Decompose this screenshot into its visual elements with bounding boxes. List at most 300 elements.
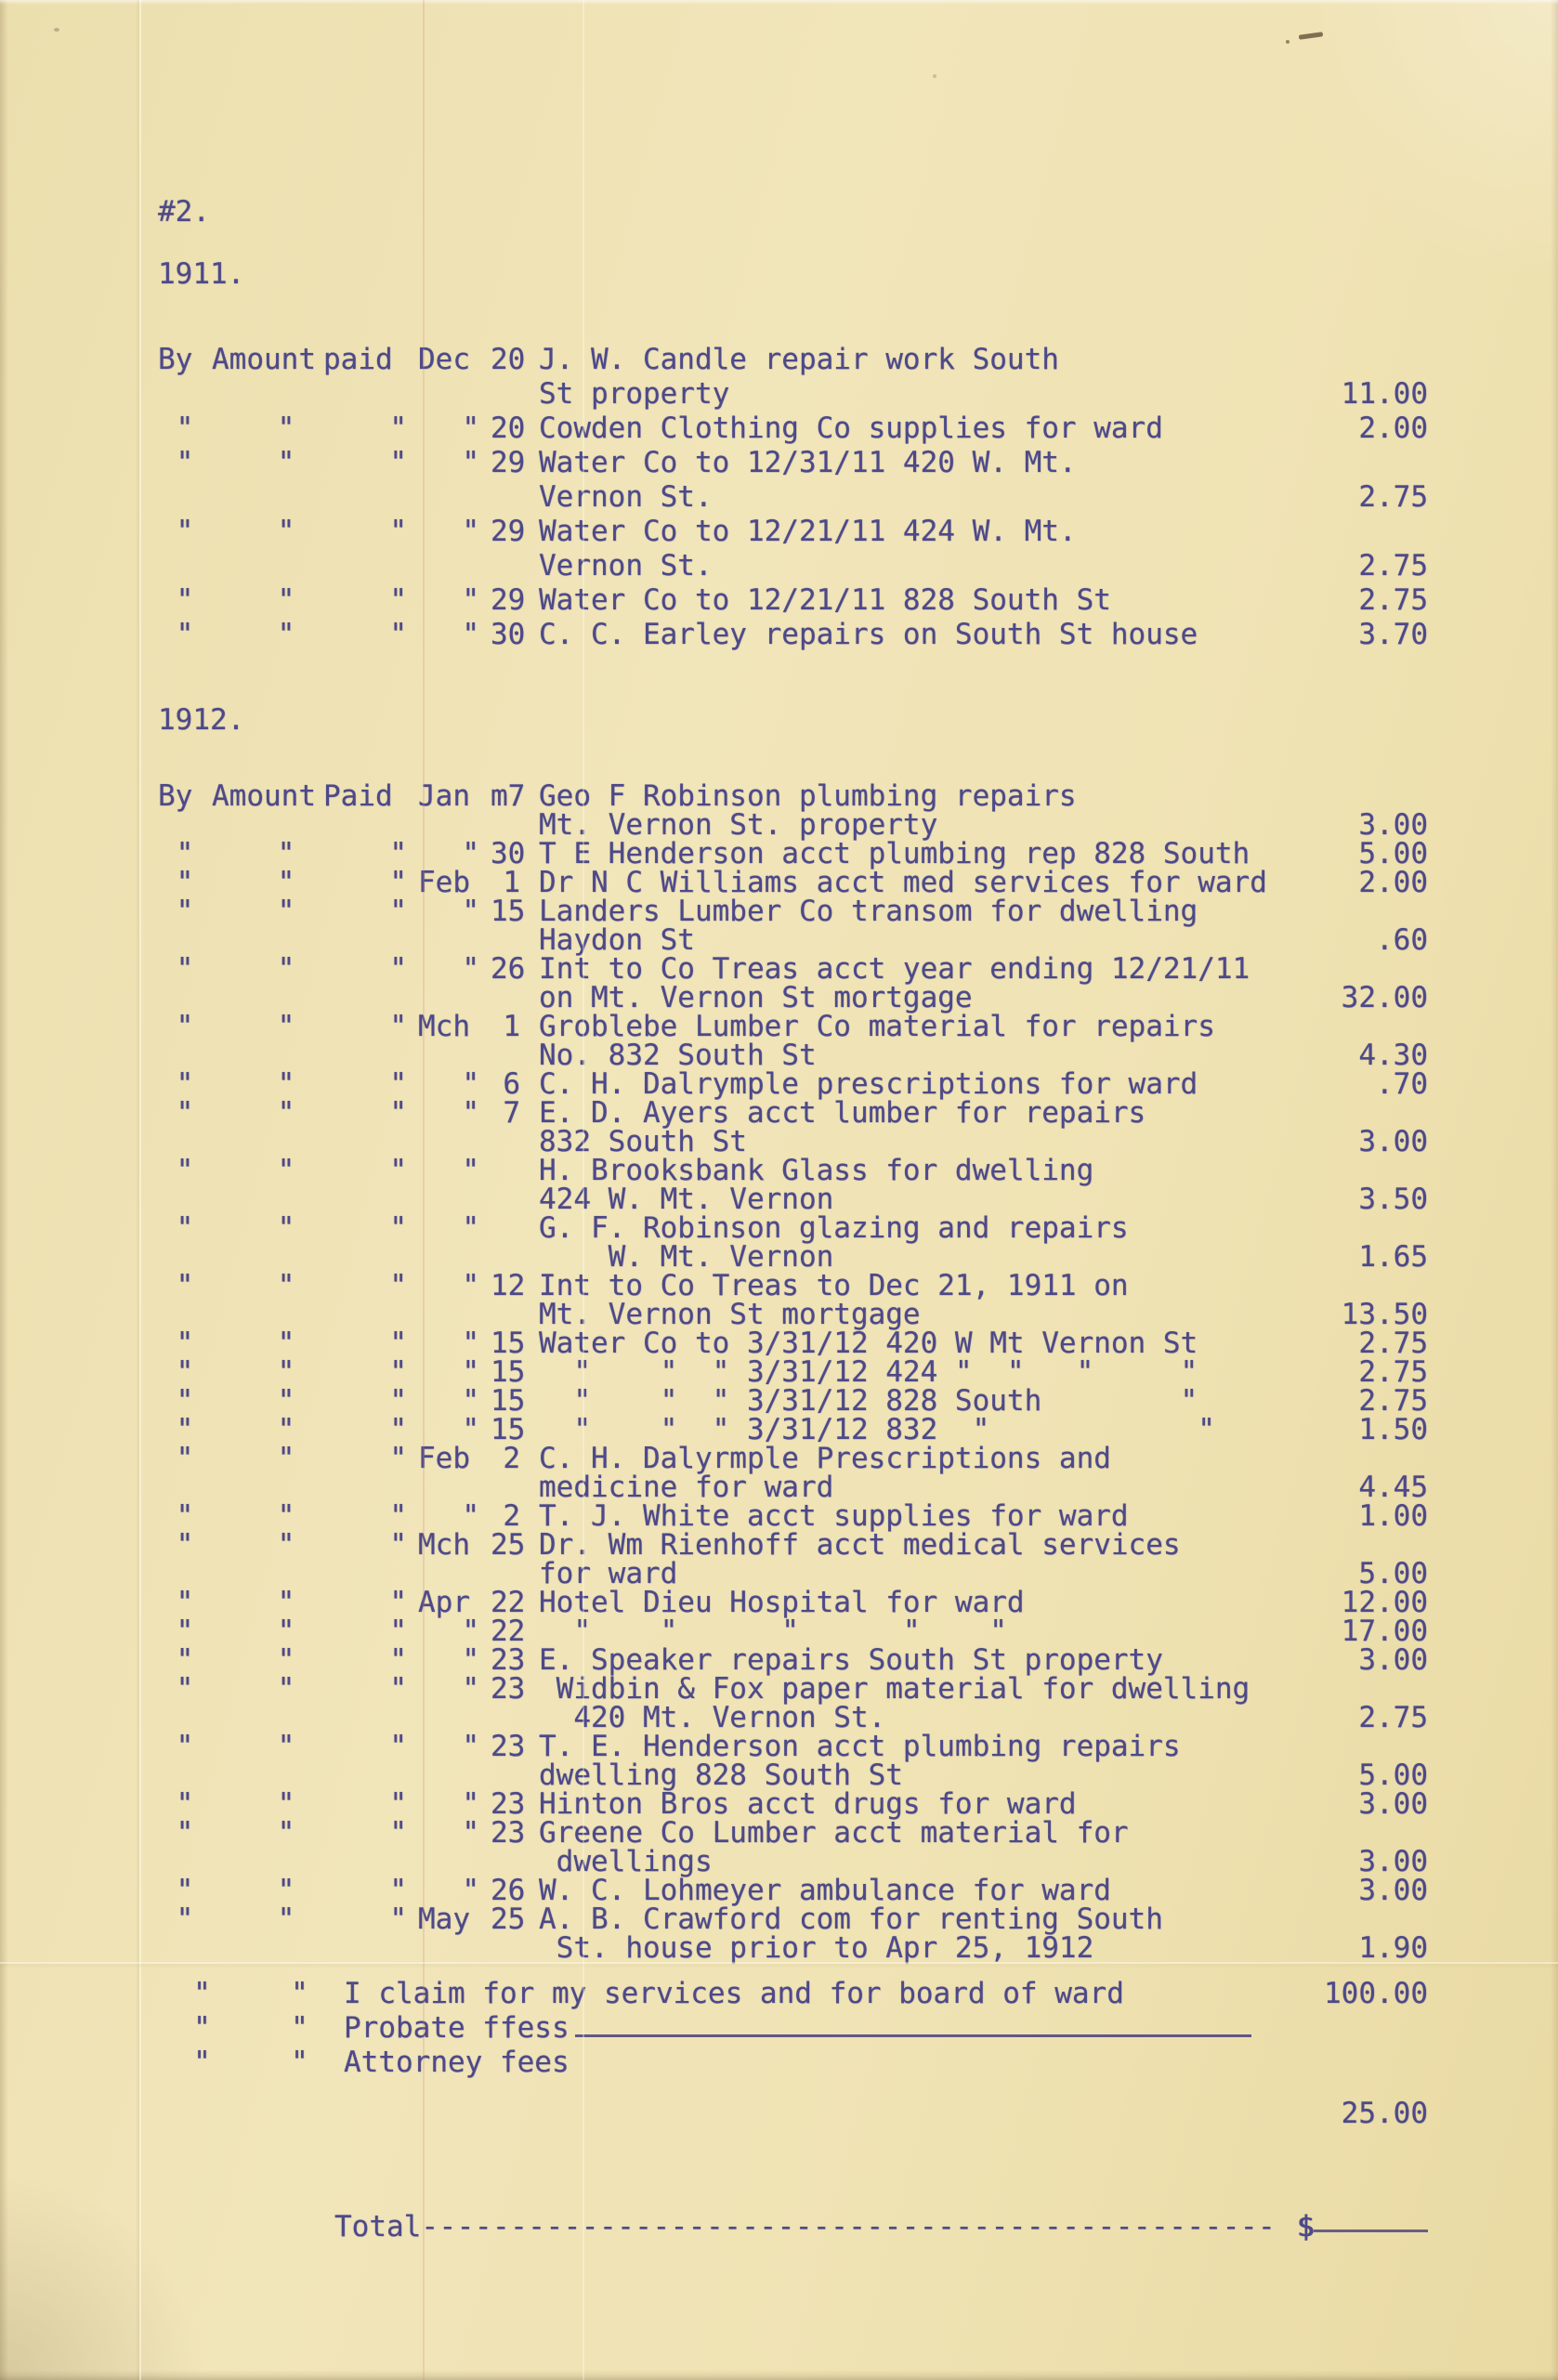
- ditto-mark: ": [277, 446, 295, 479]
- entry-amount: [1307, 1157, 1428, 1185]
- ledger-line: [158, 1329, 1428, 1358]
- entry-description: " " " 3/31/12 424 " " " ": [539, 1355, 1198, 1389]
- ledger-col-0: [158, 926, 212, 955]
- ledger-col-1: [212, 1041, 323, 1070]
- entry-amount: [1307, 1675, 1428, 1704]
- ditto-mark: ": [389, 1413, 407, 1446]
- ditto-mark: ": [176, 1643, 194, 1677]
- entry-amount: 5.00: [1358, 1557, 1428, 1590]
- ditto-mark: ": [462, 618, 479, 651]
- ledger-col-2: [323, 1473, 418, 1502]
- ditto-mark: ": [176, 1442, 194, 1475]
- ledger-col-4: [491, 1157, 526, 1185]
- ditto-mark: ": [389, 1672, 407, 1706]
- ledger-col-0: [158, 549, 212, 583]
- entry-description: 832 South St: [539, 1125, 747, 1158]
- entry-amount: 32.00: [1341, 981, 1428, 1014]
- total-dashes: ------------------------------------------------: [421, 2210, 1277, 2243]
- ledger-col-0: By: [158, 343, 193, 376]
- ledger-col-3: [418, 1560, 491, 1589]
- ledger-col-2: [323, 1934, 418, 1963]
- ledger-col-1: [212, 377, 323, 412]
- total-row: [158, 2210, 1428, 2244]
- ledger-line: [158, 2097, 1428, 2131]
- ledger-col-1: [212, 1128, 323, 1157]
- entry-description: " " " 3/31/12 832 " ": [539, 1413, 1215, 1446]
- paper-speck: [933, 74, 936, 78]
- ledger-line: [158, 2046, 1428, 2080]
- entry-description: [330, 2097, 1307, 2131]
- ditto-mark: ": [462, 446, 479, 479]
- ledger-line: [158, 1787, 1428, 1821]
- ditto-mark: ": [277, 1067, 295, 1101]
- ledger-col-2: [323, 1041, 418, 1070]
- ditto-mark: ": [462, 412, 479, 445]
- ditto-mark: ": [193, 1977, 211, 2010]
- ditto-mark: ": [176, 1730, 194, 1763]
- entry-amount: [1307, 897, 1428, 926]
- ditto-mark: ": [277, 952, 295, 986]
- ditto-mark: ": [277, 1643, 295, 1677]
- ledger-col-4: 15: [491, 1327, 526, 1360]
- ledger-col-1: [212, 1761, 323, 1790]
- ledger-line: [158, 1067, 1428, 1101]
- ledger-col-2: [323, 480, 418, 515]
- ledger-col-3: [418, 1704, 491, 1733]
- entry-amount: [1307, 1531, 1428, 1560]
- ledger-col-2: [323, 926, 418, 955]
- ledger-col-4: [491, 1761, 526, 1790]
- ditto-mark: ": [277, 1586, 295, 1619]
- ledger-col-2: [323, 1761, 418, 1790]
- entry-description: St property: [539, 377, 730, 411]
- ledger-line: [158, 1125, 1428, 1158]
- entry-amount: 2.00: [1358, 412, 1428, 445]
- ditto-mark: ": [277, 895, 295, 928]
- ledger-col-3: [418, 1301, 491, 1329]
- entry-description: Attorney fees: [344, 2046, 570, 2079]
- ledger-col-4: 26: [491, 1874, 526, 1907]
- ledger-col-2: [323, 1301, 418, 1329]
- entry-description: C. H. Dalyrmple Prescriptions and: [539, 1442, 1111, 1475]
- entry-description: on Mt. Vernon St mortgage: [539, 981, 973, 1014]
- ledger-col-4: 22: [491, 1615, 526, 1648]
- entry-amount: [1307, 515, 1428, 549]
- dollar-sign: $: [1296, 2210, 1315, 2243]
- ditto-mark: ": [462, 1643, 479, 1677]
- ditto-mark: ": [389, 1643, 407, 1677]
- ditto-mark: ": [176, 1615, 194, 1648]
- ledger-col-0: By: [158, 779, 193, 813]
- ditto-mark: ": [389, 1816, 407, 1850]
- ditto-mark: ": [277, 866, 295, 899]
- ditto-mark: ": [462, 1384, 479, 1418]
- entry-amount: [1307, 1013, 1428, 1041]
- ledger-col-3: Dec: [418, 343, 470, 376]
- ledger-line: [158, 1355, 1428, 1389]
- entry-description: Hotel Dieu Hospital for ward: [539, 1586, 1025, 1619]
- ditto-mark: ": [389, 1874, 407, 1907]
- ditto-mark: ": [291, 2011, 308, 2045]
- ledger-col-4: 12: [491, 1269, 526, 1302]
- ledger-line: [158, 952, 1428, 986]
- ledger-col-1: [212, 1560, 323, 1589]
- ledger-line: [158, 1010, 1428, 1043]
- ledger-col-4: [491, 1243, 526, 1272]
- entry-amount: 3.00: [1358, 808, 1428, 842]
- entry-description: medicine for ward: [539, 1471, 834, 1504]
- entry-amount: 13.50: [1341, 1298, 1428, 1331]
- ditto-mark: ": [277, 1615, 295, 1648]
- entry-description: Water Co to 12/21/11 424 W. Mt.: [539, 515, 1077, 548]
- ledger-col-4: 20: [491, 343, 526, 376]
- ledger-line: [158, 779, 1428, 813]
- ditto-mark: ": [389, 895, 407, 928]
- ditto-mark: ": [389, 1096, 407, 1130]
- ledger-col-1: [212, 1243, 323, 1272]
- ledger-line: [158, 1845, 1428, 1878]
- ditto-mark: ": [277, 412, 295, 445]
- ditto-mark: ": [176, 1384, 194, 1418]
- entry-description: C. C. Earley repairs on South St house: [539, 618, 1198, 651]
- ledger-col-0: [158, 1560, 212, 1589]
- entry-amount: 1.50: [1358, 1413, 1428, 1446]
- ditto-mark: ": [176, 1067, 194, 1101]
- ledger-col-4: 29: [491, 583, 526, 617]
- ditto-mark: ": [389, 446, 407, 479]
- entry-amount: 3.00: [1358, 1787, 1428, 1821]
- entry-amount: 3.50: [1358, 1183, 1428, 1216]
- entry-description: St. house prior to Apr 25, 1912: [539, 1931, 1094, 1965]
- ditto-mark: ": [176, 895, 194, 928]
- ledger-col-3: [418, 1848, 491, 1877]
- ledger-col-4: 23: [491, 1730, 526, 1763]
- ditto-mark: ": [462, 1874, 479, 1907]
- ledger-col-2: [323, 1560, 418, 1589]
- ledger-line: [158, 480, 1428, 515]
- ditto-mark: ": [462, 1327, 479, 1360]
- ledger-col-1: [212, 549, 323, 583]
- ditto-mark: ": [176, 618, 194, 651]
- ledger-col-4: 23: [491, 1816, 526, 1850]
- ledger-col-0: [158, 1041, 212, 1070]
- ledger-col-1: [212, 811, 323, 840]
- ledger-line: [158, 1240, 1428, 1274]
- ditto-mark: ": [277, 1327, 295, 1360]
- ledger-col-3: Mch: [418, 1528, 470, 1562]
- entry-amount: [1307, 1819, 1428, 1848]
- ledger-line: [158, 549, 1428, 583]
- entry-amount: [1307, 1733, 1428, 1761]
- entry-amount: 3.70: [1358, 618, 1428, 651]
- ditto-mark: ": [176, 1355, 194, 1389]
- ditto-mark: ": [389, 1586, 407, 1619]
- ledger-col-4: 20: [491, 412, 526, 445]
- ledger-col-3: Mch: [418, 1010, 470, 1043]
- ledger-line: [158, 1413, 1428, 1446]
- entry-description: C. H. Dalrymple prescriptions for ward: [539, 1067, 1198, 1101]
- ledger-col-3: [418, 1934, 491, 1963]
- entry-amount: [1307, 2046, 1428, 2080]
- ditto-mark: ": [176, 583, 194, 617]
- ledger-line: [158, 1384, 1428, 1418]
- ledger-line: [158, 1643, 1428, 1677]
- entry-amount: 2.75: [1358, 1327, 1428, 1360]
- ledger-col-2: [323, 1128, 418, 1157]
- entry-description: T. E. Henderson acct plumbing repairs: [539, 1730, 1181, 1763]
- ledger-col-4: 23: [491, 1672, 526, 1706]
- ledger-col-0: [158, 480, 212, 515]
- entry-amount: [1307, 343, 1428, 377]
- entry-amount: [1307, 1272, 1428, 1301]
- ledger-col-1: [212, 1704, 323, 1733]
- ledger-col-2: Paid: [323, 779, 393, 813]
- entry-amount: 1.00: [1358, 1499, 1428, 1533]
- entry-description: Hinton Bros acct drugs for ward: [539, 1787, 1077, 1821]
- ledger-col-4: 29: [491, 515, 526, 548]
- ditto-mark: ": [389, 1384, 407, 1418]
- ledger-col-4: [491, 926, 526, 955]
- ledger-col-1: [212, 480, 323, 515]
- ledger-col-3: Feb: [418, 866, 470, 899]
- ditto-mark: ": [176, 1787, 194, 1821]
- entry-description: 424 W. Mt. Vernon: [539, 1183, 834, 1216]
- ditto-mark: ": [462, 895, 479, 928]
- ledger-col-3: [418, 480, 491, 515]
- ditto-mark: ": [389, 583, 407, 617]
- ledger-col-2: [323, 1185, 418, 1214]
- entry-amount: 4.30: [1358, 1039, 1428, 1072]
- ditto-mark: ": [462, 1269, 479, 1302]
- ditto-mark: ": [277, 1384, 295, 1418]
- ledger-col-2: [323, 1848, 418, 1877]
- year-heading-1911: 1911.: [158, 257, 245, 291]
- ditto-mark: ": [389, 1903, 407, 1936]
- ledger-col-2: [323, 1243, 418, 1272]
- ledger-line: [158, 377, 1428, 412]
- entry-amount: 3.00: [1358, 1845, 1428, 1878]
- ledger-col-4: 6: [503, 1067, 520, 1101]
- ledger-line: [158, 1211, 1428, 1245]
- typed-underline: [575, 2034, 1251, 2037]
- ledger-col-1: Amount: [212, 343, 316, 376]
- ditto-mark: ": [389, 1355, 407, 1389]
- ledger-col-3: [418, 811, 491, 840]
- entry-description: Int to Co Treas to Dec 21, 1911 on: [539, 1269, 1129, 1302]
- ledger-col-4: 23: [491, 1643, 526, 1677]
- ledger-line: [158, 1269, 1428, 1302]
- entry-amount: .60: [1376, 923, 1428, 957]
- entry-description: for ward: [539, 1557, 678, 1590]
- ditto-mark: ": [176, 1499, 194, 1533]
- ledger-col-4: 15: [491, 1355, 526, 1389]
- ditto-mark: ": [176, 1211, 194, 1245]
- entry-description: T E Henderson acct plumbing rep 828 South: [539, 837, 1250, 870]
- ditto-mark: ": [277, 1499, 295, 1533]
- ledger-col-4: [491, 480, 526, 515]
- ledger-col-3: [418, 549, 491, 583]
- paper-speck: [54, 28, 59, 32]
- ledger-col-4: m7: [491, 779, 526, 813]
- entry-amount: 25.00: [1341, 2097, 1428, 2130]
- ledger-line: [158, 2011, 1428, 2046]
- entry-amount: 17.00: [1341, 1615, 1428, 1648]
- ditto-mark: ": [462, 1730, 479, 1763]
- entry-amount: 3.00: [1358, 1874, 1428, 1907]
- entry-description: W. C. Lohmeyer ambulance for ward: [539, 1874, 1111, 1907]
- entry-description: Widbin & Fox paper material for dwelling: [539, 1672, 1250, 1706]
- ledger-col-1: [212, 1473, 323, 1502]
- ledger-line: [158, 1185, 1428, 1214]
- ditto-mark: ": [389, 1442, 407, 1475]
- ledger-col-4: 29: [491, 446, 526, 479]
- ditto-mark: ": [277, 1413, 295, 1446]
- entry-description: Greene Co Lumber acct material for: [539, 1816, 1129, 1850]
- ledger-col-3: [418, 1761, 491, 1790]
- ditto-mark: ": [462, 1211, 479, 1245]
- ditto-mark: ": [277, 1355, 295, 1389]
- ledger-col-3: [418, 377, 491, 412]
- ditto-mark: ": [176, 1903, 194, 1936]
- entry-description: dwelling 828 South St: [539, 1759, 903, 1792]
- ledger-line: [158, 1041, 1428, 1070]
- entry-description: " " " 3/31/12 828 South ": [539, 1384, 1198, 1418]
- ledger-col-4: [491, 1041, 526, 1070]
- ledger-col-2: [323, 984, 418, 1013]
- ledger-col-1: [212, 1848, 323, 1877]
- entry-amount: [1307, 955, 1428, 984]
- entry-amount: [1307, 1445, 1428, 1473]
- entry-description: Vernon St.: [539, 480, 713, 514]
- ditto-mark: ": [291, 2046, 308, 2079]
- ditto-mark: ": [277, 1528, 295, 1562]
- ledger-col-4: 30: [491, 618, 526, 651]
- ledger-line: [158, 1473, 1428, 1502]
- entry-description: Water Co to 12/21/11 828 South St: [539, 583, 1111, 617]
- ledger-line: [158, 837, 1428, 870]
- entry-description: J. W. Candle repair work South: [539, 343, 1059, 376]
- ledger-col-1: Amount: [212, 779, 316, 813]
- ditto-mark: ": [389, 952, 407, 986]
- entry-description: E. Speaker repairs South St property: [539, 1643, 1163, 1677]
- ledger-line: [158, 1905, 1428, 1934]
- entry-amount: [1307, 2011, 1428, 2046]
- entry-description: T. J. White acct supplies for ward: [539, 1499, 1129, 1533]
- ditto-mark: ": [389, 1499, 407, 1533]
- entry-amount: [1307, 1905, 1428, 1934]
- ditto-mark: ": [176, 837, 194, 870]
- ledger-col-3: [418, 1185, 491, 1214]
- entry-amount: 3.00: [1358, 1643, 1428, 1677]
- ditto-mark: ": [277, 1154, 295, 1187]
- ditto-mark: ": [462, 1672, 479, 1706]
- ditto-mark: ": [389, 837, 407, 870]
- ditto-mark: ": [462, 837, 479, 870]
- ledger-col-3: Apr: [418, 1586, 470, 1619]
- ditto-mark: ": [389, 515, 407, 548]
- ledger-col-3: May: [418, 1903, 470, 1936]
- ditto-mark: ": [277, 1816, 295, 1850]
- ledger-line: [158, 1672, 1428, 1706]
- ditto-mark: ": [277, 1211, 295, 1245]
- ledger-col-4: [491, 1560, 526, 1589]
- ledger-line: [158, 1096, 1428, 1130]
- entry-amount: 4.45: [1358, 1471, 1428, 1504]
- ditto-mark: ": [176, 446, 194, 479]
- ditto-mark: ": [277, 1672, 295, 1706]
- ledger-col-4: [491, 984, 526, 1013]
- entry-amount: 2.75: [1358, 1384, 1428, 1418]
- entry-description: Water Co to 3/31/12 420 W Mt Vernon St: [539, 1327, 1198, 1360]
- ledger-col-3: [418, 1243, 491, 1272]
- ledger-col-2: paid: [323, 343, 393, 376]
- ditto-mark: ": [389, 1730, 407, 1763]
- ledger-col-3: [418, 984, 491, 1013]
- ledger-col-3: [418, 1041, 491, 1070]
- ledger-col-4: [491, 1301, 526, 1329]
- ditto-mark: ": [176, 1528, 194, 1562]
- ditto-mark: ": [389, 618, 407, 651]
- ditto-mark: ": [462, 1499, 479, 1533]
- ditto-mark: ": [462, 515, 479, 548]
- ledger-col-4: 2: [503, 1442, 520, 1475]
- ledger-col-4: 25: [491, 1528, 526, 1562]
- entry-amount: 1.90: [1358, 1931, 1428, 1965]
- ledger-line: [158, 412, 1428, 446]
- ledger-col-4: 15: [491, 895, 526, 928]
- ledger-line: [158, 1154, 1428, 1187]
- entry-description: Haydon St: [539, 923, 695, 957]
- ledger-col-2: [323, 811, 418, 840]
- entry-amount: 2.75: [1358, 480, 1428, 514]
- ledger-col-4: 25: [491, 1903, 526, 1936]
- ditto-mark: ": [193, 2011, 211, 2045]
- entry-amount: 5.00: [1358, 837, 1428, 870]
- ditto-mark: ": [462, 1413, 479, 1446]
- ledger-line: [158, 897, 1428, 926]
- ditto-mark: ": [462, 1067, 479, 1101]
- ledger-line: [158, 1442, 1428, 1475]
- ledger-col-0: [158, 1185, 212, 1214]
- ditto-mark: ": [277, 1010, 295, 1043]
- ditto-mark: ": [291, 1977, 308, 2010]
- entry-description: Geo F Robinson plumbing repairs: [539, 779, 1077, 813]
- ditto-mark: ": [176, 1413, 194, 1446]
- ditto-mark: ": [277, 837, 295, 870]
- ditto-mark: ": [389, 1615, 407, 1648]
- ledger-col-1: [212, 926, 323, 955]
- ditto-mark: ": [389, 1211, 407, 1245]
- entry-amount: 2.00: [1358, 866, 1428, 899]
- ditto-mark: ": [176, 1154, 194, 1187]
- ledger-col-0: [158, 1934, 212, 1963]
- ledger-line: [158, 1977, 1428, 2011]
- ditto-mark: ": [462, 1787, 479, 1821]
- ledger-col-4: 22: [491, 1586, 526, 1619]
- ditto-mark: ": [462, 1154, 479, 1187]
- entry-description: Dr. Wm Rienhoff acct medical services: [539, 1528, 1181, 1562]
- ledger-col-1: [228, 2097, 330, 2131]
- entry-description: Mt. Vernon St mortgage: [539, 1298, 921, 1331]
- ledger-col-4: [491, 1214, 526, 1243]
- ditto-mark: ": [176, 1327, 194, 1360]
- ditto-mark: ": [176, 1096, 194, 1130]
- entry-amount: 5.00: [1358, 1759, 1428, 1792]
- ledger-col-3: [418, 1128, 491, 1157]
- total-amount-blank-line: [1314, 2230, 1428, 2232]
- ledger-table-1911: [158, 343, 1428, 652]
- ledger-col-4: 1: [503, 1010, 520, 1043]
